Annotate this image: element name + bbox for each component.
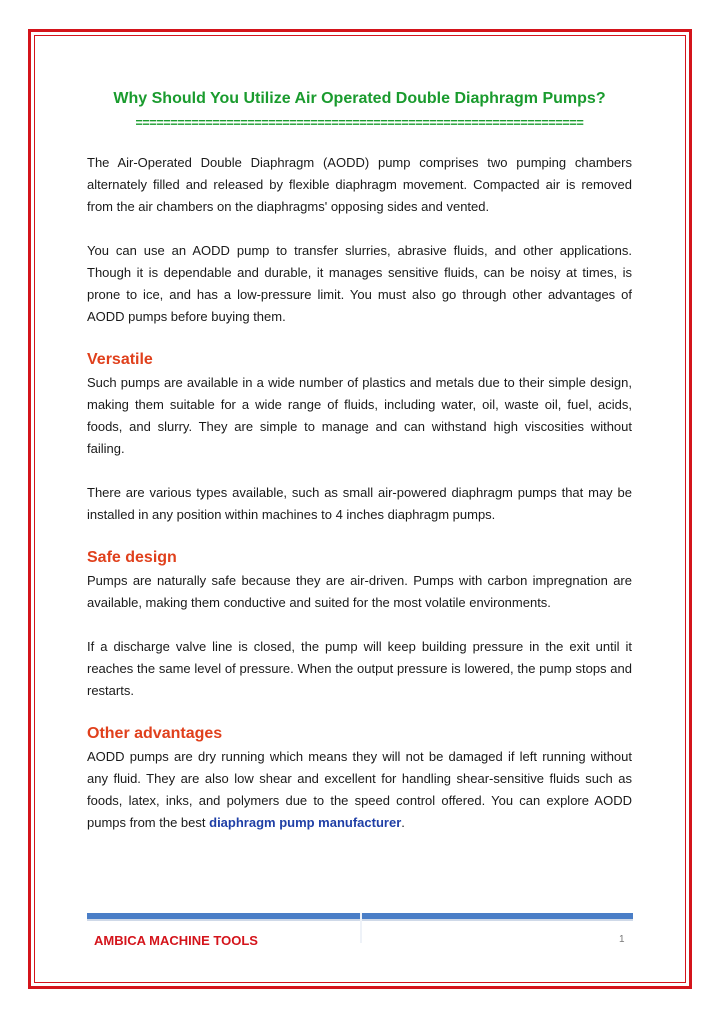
diaphragm-pump-manufacturer-link[interactable]: diaphragm pump manufacturer	[209, 815, 402, 830]
footer-brand: AMBICA MACHINE TOOLS	[94, 933, 258, 948]
versatile-paragraph-1: Such pumps are available in a wide number of plastics and metals due to their simple design, making them suitable for a wide range of fluids, including water, oil, waste oil, fuel, acids, foods, and slurry. They are simple to manage and can withstand high viscosities without failing.	[87, 375, 632, 456]
document-title: Why Should You Utilize Air Operated Double Diaphragm Pumps?	[113, 90, 606, 107]
document-body	[87, 88, 632, 834]
other-advantages-trailing: .	[401, 815, 405, 830]
section-heading-other-advantages: Other advantages	[87, 725, 223, 742]
section-heading-versatile: Versatile	[87, 351, 153, 368]
versatile-paragraph-2: There are various types available, such as small air-powered diaphragm pumps that may be installed in any position within machines to 4 inches diaphragm pumps.	[87, 485, 632, 522]
intro-paragraph-2: You can use an AODD pump to transfer slurries, abrasive fluids, and other applications. Though it is dependable and durable, it manages sensitive fluids, can be noisy at times, is prone to ice, and has a low-pressure limit. You must also go through other advantages of AODD pumps before buying them.	[87, 243, 632, 324]
title-underline-rule: ================================================================	[135, 116, 584, 130]
safe-design-paragraph-2: If a discharge valve line is closed, the pump will keep building pressure in the exit until it reaches the same level of pressure. When the output pressure is lowered, the pump stops and restarts.	[87, 639, 632, 698]
section-heading-safe-design: Safe design	[87, 549, 177, 566]
other-advantages-paragraph	[87, 746, 632, 834]
other-advantages-text: AODD pumps are dry running which means they will not be damaged if left running without any fluid. They are also low shear and excellent for handling shear-sensitive fluids such as foods, latex, inks, and polymers due to the speed control offered. You can explore AODD pumps from the best	[87, 749, 632, 830]
footer-page-number: 1	[619, 934, 625, 945]
footer-divider-split	[360, 913, 362, 943]
intro-paragraph-1: The Air-Operated Double Diaphragm (AODD) pump comprises two pumping chambers alternately filled and released by flexible diaphragm movement. Compacted air is removed from the air chambers on the diaphragms' opposing sides and vented.	[87, 155, 632, 214]
safe-design-paragraph-1: Pumps are naturally safe because they are air-driven. Pumps with carbon impregnation are available, making them conductive and suited for the most volatile environments.	[87, 573, 632, 610]
